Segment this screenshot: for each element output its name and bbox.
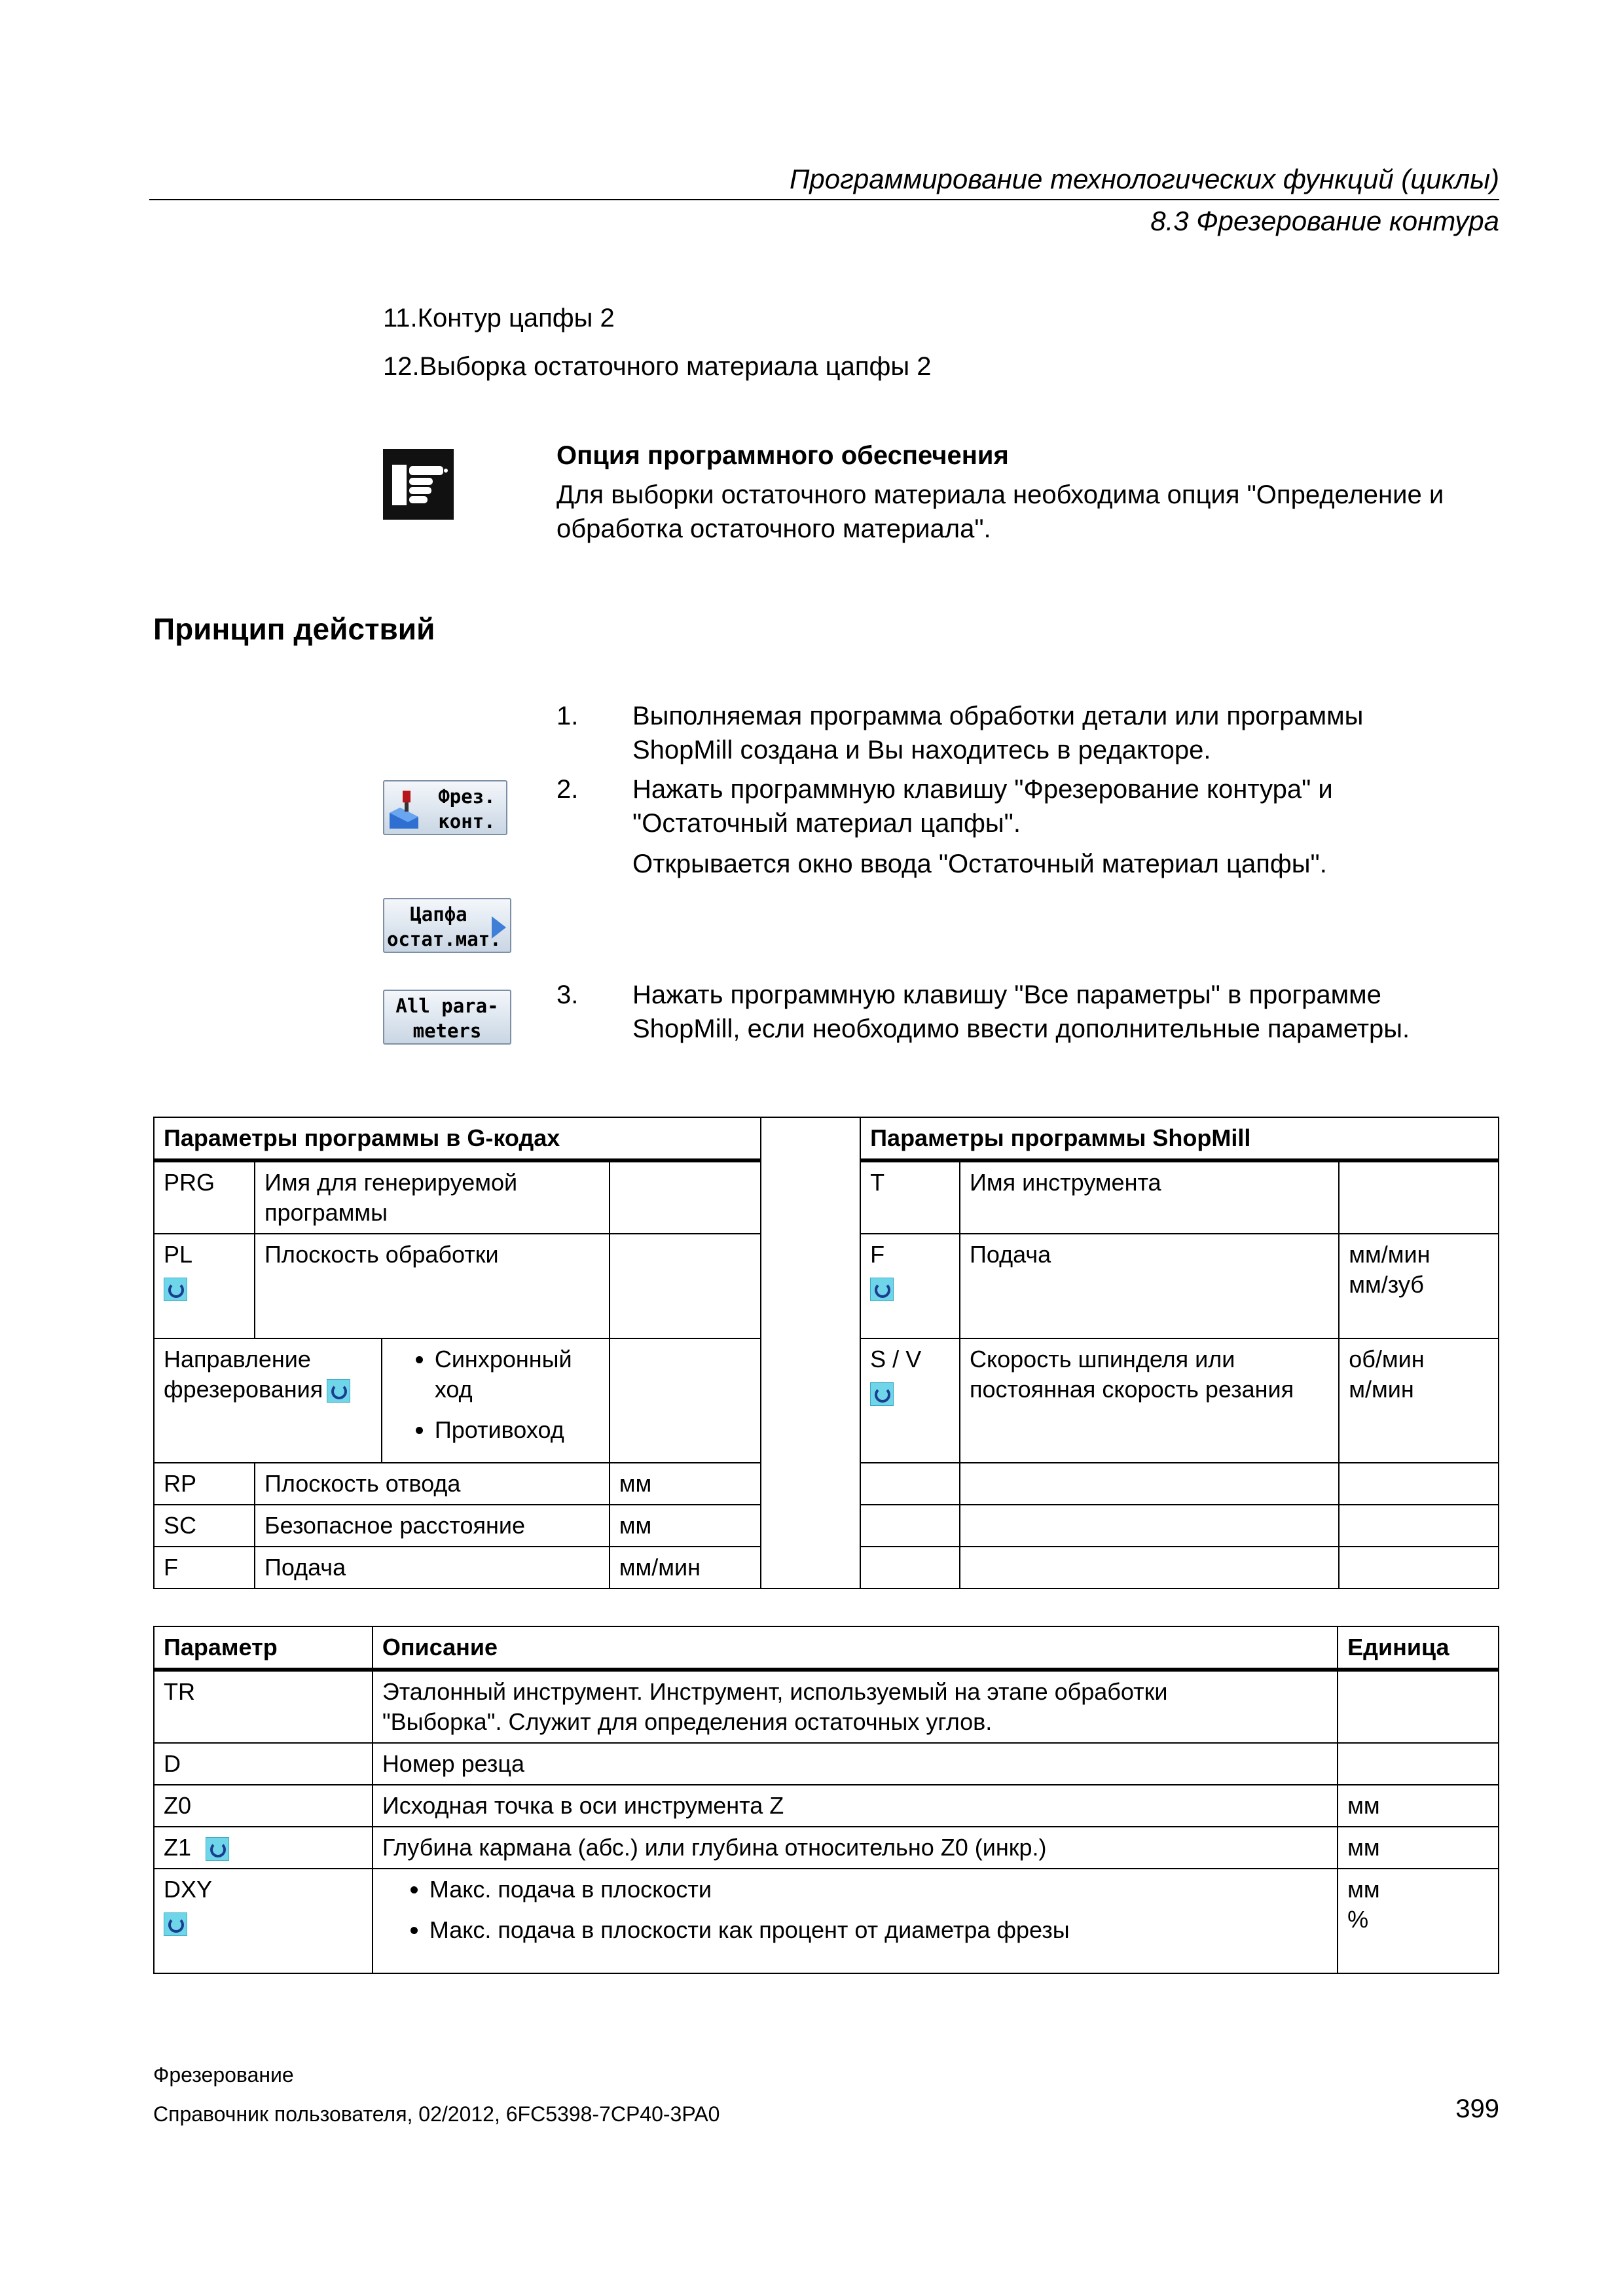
step-number: 11. xyxy=(383,304,418,332)
param-dxy-cell xyxy=(154,1869,373,1973)
softkey-spigot-residual[interactable] xyxy=(383,898,511,953)
param-pl-cell xyxy=(154,1234,255,1338)
description-line-2: постоянная скорость резания xyxy=(969,1376,1294,1403)
param-sc-description: Безопасное расстояние xyxy=(255,1505,610,1547)
param-f-cell xyxy=(860,1234,960,1338)
label-line-2: фрезерования xyxy=(164,1376,323,1403)
label-line-1: Направление xyxy=(164,1346,311,1372)
softkey-label-line-2: meters xyxy=(412,1020,482,1042)
milling-direction-options xyxy=(382,1338,610,1463)
param-tr-description xyxy=(373,1670,1338,1743)
toggle-icon xyxy=(870,1382,894,1406)
principle-step-2-result: Открывается окно ввода "Остаточный материал цапфы". xyxy=(632,850,1327,878)
table-spacer xyxy=(761,1117,860,1588)
header-parameter: Параметр xyxy=(154,1626,373,1670)
principle-step-3-line-2: ShopMill, если необходимо ввести дополнительные параметры. xyxy=(632,1014,1410,1043)
param-pl-unit xyxy=(610,1234,761,1338)
step-11 xyxy=(383,301,615,335)
note-text-line-2: обработка остаточного материала". xyxy=(556,514,991,543)
option-feed-percent: • Макс. подача в плоскости как процент от диаметра фрезы xyxy=(429,1915,1328,1945)
principle-step-1-line-2: ShopMill создана и Вы находитесь в редакторе. xyxy=(632,736,1211,764)
pointing-hand-icon xyxy=(383,449,454,520)
running-header-section: 8.3 Фрезерование контура xyxy=(1150,206,1499,236)
param-z0: Z0 xyxy=(154,1785,373,1827)
running-header-chapter: Программирование технологических функций (циклы) xyxy=(789,164,1499,194)
header-rule xyxy=(149,199,1499,200)
program-parameters-table xyxy=(153,1117,1499,1589)
param-prg-unit xyxy=(610,1160,761,1234)
note-title: Опция программного обеспечения xyxy=(556,441,1009,470)
param-f-units xyxy=(1339,1234,1499,1338)
option-feed-plane: • Макс. подача в плоскости xyxy=(429,1874,1328,1905)
toggle-icon xyxy=(327,1379,350,1403)
softkey-label-line-2: конт. xyxy=(438,810,496,833)
param-rp-unit: мм xyxy=(610,1463,761,1505)
milling-direction-unit xyxy=(610,1338,761,1463)
page-number: 399 xyxy=(1455,2094,1499,2123)
principle-step-3-number: 3. xyxy=(556,980,579,1009)
softkey-label-line-1: Фрез. xyxy=(438,785,496,808)
param-tr: TR xyxy=(154,1670,373,1743)
param-f-description: Подача xyxy=(960,1234,1339,1338)
submenu-arrow-icon xyxy=(492,916,506,939)
header-description: Описание xyxy=(373,1626,1338,1670)
toggle-icon xyxy=(164,1278,187,1301)
toggle-icon xyxy=(206,1837,229,1861)
unit: об/мин xyxy=(1349,1346,1425,1372)
step-text: Выборка остаточного материала цапфы 2 xyxy=(419,352,932,381)
step-text: Контур цапфы 2 xyxy=(417,304,615,332)
param-sc: SC xyxy=(154,1505,255,1547)
param-z0-description: Исходная точка в оси инструмента Z xyxy=(373,1785,1338,1827)
unit: % xyxy=(1347,1906,1369,1933)
param-prg: PRG xyxy=(154,1160,255,1234)
param-sv: S / V xyxy=(870,1346,922,1372)
section-heading: Принцип действий xyxy=(153,612,435,646)
param-z1: Z1 xyxy=(164,1834,192,1861)
param-t-unit xyxy=(1339,1160,1499,1234)
footer-title: Фрезерование xyxy=(153,2063,294,2087)
param-sv-units xyxy=(1339,1338,1499,1463)
param-z1-unit: мм xyxy=(1338,1827,1499,1869)
footer-reference: Справочник пользователя, 02/2012, 6FC5398-7CP40-3PA0 xyxy=(153,2102,720,2126)
toggle-icon xyxy=(870,1278,894,1301)
param-pl: PL xyxy=(164,1241,193,1268)
param-t-description: Имя инструмента xyxy=(960,1160,1339,1234)
option-climb xyxy=(435,1344,600,1405)
parameter-description-table xyxy=(153,1626,1499,1974)
softkey-all-parameters[interactable] xyxy=(383,990,511,1045)
param-f-gcode-description: Подача xyxy=(255,1547,610,1588)
param-dxy-description xyxy=(373,1869,1338,1973)
description-line-1: Скорость шпинделя или xyxy=(969,1346,1235,1372)
softkey-label-line-2: остат.мат. xyxy=(387,928,501,950)
param-rp-description: Плоскость отвода xyxy=(255,1463,610,1505)
param-t: T xyxy=(860,1160,960,1234)
step-number: 12. xyxy=(383,352,420,381)
option-line-2: ход xyxy=(434,1376,473,1403)
param-sv-cell xyxy=(860,1338,960,1463)
principle-step-3-line-1: Нажать программную клавишу "Все параметры" в программе xyxy=(632,980,1381,1009)
header-unit: Единица xyxy=(1338,1626,1499,1670)
param-dxy-units xyxy=(1338,1869,1499,1973)
principle-step-1-line-1: Выполняемая программа обработки детали или программы xyxy=(632,702,1364,730)
param-z0-unit: мм xyxy=(1338,1785,1499,1827)
shopmill-params-header: Параметры программы ShopMill xyxy=(860,1117,1499,1160)
softkey-contour-milling[interactable] xyxy=(383,780,507,835)
toggle-icon xyxy=(164,1912,187,1936)
unit: м/мин xyxy=(1349,1376,1414,1403)
principle-step-2-line-2: "Остаточный материал цапфы". xyxy=(632,809,1021,838)
param-dxy: DXY xyxy=(164,1876,213,1903)
param-f: F xyxy=(870,1241,885,1268)
unit: мм/мин xyxy=(1349,1241,1431,1268)
option-line-1: Синхронный xyxy=(434,1346,572,1372)
param-d: D xyxy=(154,1743,373,1785)
description-line-2: "Выборка". Служит для определения остаточных углов. xyxy=(382,1708,993,1735)
param-rp: RP xyxy=(154,1463,255,1505)
option-conventional: • Противоход xyxy=(435,1415,600,1445)
unit: мм/зуб xyxy=(1349,1271,1424,1298)
param-z1-cell xyxy=(154,1827,373,1869)
principle-step-2-line-1: Нажать программную клавишу "Фрезерование контура" и xyxy=(632,775,1333,804)
param-prg-description: Имя для генерируемой программы xyxy=(255,1160,610,1234)
unit: мм xyxy=(1347,1876,1380,1903)
param-d-description: Номер резца xyxy=(373,1743,1338,1785)
softkey-label-line-1: Цапфа xyxy=(410,903,467,925)
principle-step-2-number: 2. xyxy=(556,775,579,804)
param-z1-description: Глубина кармана (абс.) или глубина относительно Z0 (инкр.) xyxy=(373,1827,1338,1869)
param-pl-description: Плоскость обработки xyxy=(255,1234,610,1338)
milling-tool-icon xyxy=(388,787,430,830)
softkey-label-line-1: All para- xyxy=(395,995,499,1017)
note-text-line-1: Для выборки остаточного материала необходима опция "Определение и xyxy=(556,480,1444,509)
param-sc-unit: мм xyxy=(610,1505,761,1547)
principle-step-1-number: 1. xyxy=(556,702,579,730)
param-milling-direction xyxy=(154,1338,382,1463)
gcode-params-header: Параметры программы в G-кодах xyxy=(154,1117,761,1160)
step-12 xyxy=(383,350,932,384)
param-f-gcode: F xyxy=(154,1547,255,1588)
param-f-gcode-unit: мм/мин xyxy=(610,1547,761,1588)
description-line-1: Эталонный инструмент. Инструмент, используемый на этапе обработки xyxy=(382,1678,1168,1705)
param-sv-description xyxy=(960,1338,1339,1463)
